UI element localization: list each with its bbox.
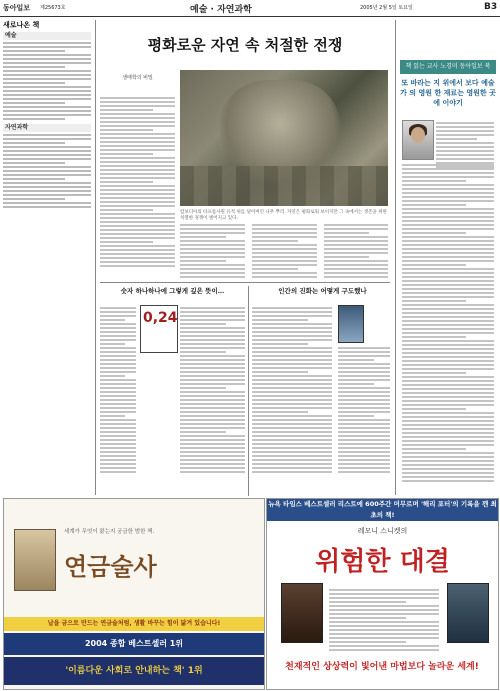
teacher-column-body (402, 162, 494, 484)
new-books-title: 새로나온 책 (3, 21, 40, 29)
main-headline: 평화로운 자연 속 처절한 전쟁 (147, 36, 343, 54)
article2-title: 숫자 하나하나에 그렇게 깊은 뜻이… (120, 287, 225, 295)
book-cover-evolution (338, 305, 364, 343)
alchemist-ad-band2: 2004 종합 베스트셀러 1위 (4, 633, 264, 655)
teacher-column-title: 또 바라는 지 위에서 보다 예술가 의 영원 한 재료는 영원한 곳에 이야기 (400, 78, 496, 107)
unfortunate-events-ad (266, 498, 499, 690)
ad2-body (329, 587, 439, 653)
ad2-top-banner: 뉴욕 타임스 베스트셀러 리스트에 600주간 머무르며 '해리 포터'의 기록을 깬 최초의 책! (268, 500, 497, 519)
alchemist-ad-subtitle: 세계가 무엇이 왔는지 궁금한 범한 책. (64, 529, 155, 535)
issue-number: 제25673호 (40, 5, 66, 11)
masthead (0, 0, 500, 17)
ad2-pretitle: 레모니 스니켓의 (357, 527, 408, 535)
category-art: 예술 (3, 32, 91, 40)
article3-col1 (252, 305, 332, 475)
ad2-slogan: 천재적인 상상력이 빛어낸 마법보다 놀라운 세계! (285, 662, 479, 672)
new-books-column (3, 20, 91, 295)
newspaper-logo: 동아일보 (3, 4, 31, 12)
main-body-col4 (324, 222, 388, 280)
main-subhead: 생태학의 비밀 (122, 75, 153, 81)
main-body-col1 (100, 95, 175, 269)
alchemist-book-cover (14, 529, 56, 591)
alchemist-ad-band1: 납을 금으로 만드는 연금술처럼, 생활 바꾸는 힘이 닮겨 있습니다! (4, 617, 264, 631)
ad2-book-cover-right (447, 583, 489, 643)
teacher-column-label: 책 읽는 교사 노경미 동아일보 북 (400, 60, 496, 74)
alchemist-ad (3, 498, 265, 690)
category-science: 자연과학 (3, 124, 91, 132)
article3-title: 인간의 진화는 어떻게 구도했나 (278, 287, 367, 295)
date: 2005년 2월 5일 토요일 (360, 5, 413, 11)
ad2-title: 위험한 대결 (315, 547, 450, 577)
book-cover-number: 0,24 (143, 310, 178, 326)
main-body-col2 (180, 222, 245, 280)
temple-tree-photo (180, 70, 388, 206)
alchemist-ad-band3: '이름다운 사회로 안내하는 책' 1위 (4, 657, 264, 685)
book-cover-numbers (140, 305, 178, 353)
author-portrait (402, 120, 434, 160)
photo-caption: 캄보디아의 타프롬사원 유적 위를 덮어버린 나무 뿌리. 자연은 평화로워 보이지만 그 속에서는 생존을 위한 치열한 경쟁이 벌어지고 있다. (180, 210, 387, 221)
article2-col1 (100, 305, 136, 475)
main-body-col3 (252, 222, 317, 280)
article3-col2 (338, 345, 390, 475)
article2-col2 (180, 305, 245, 475)
ad2-book-cover-left (281, 583, 323, 643)
page-number: B3 (484, 2, 498, 12)
section-title: 예술 · 자연과학 (190, 5, 252, 15)
alchemist-ad-title: 연금술사 (64, 552, 157, 581)
